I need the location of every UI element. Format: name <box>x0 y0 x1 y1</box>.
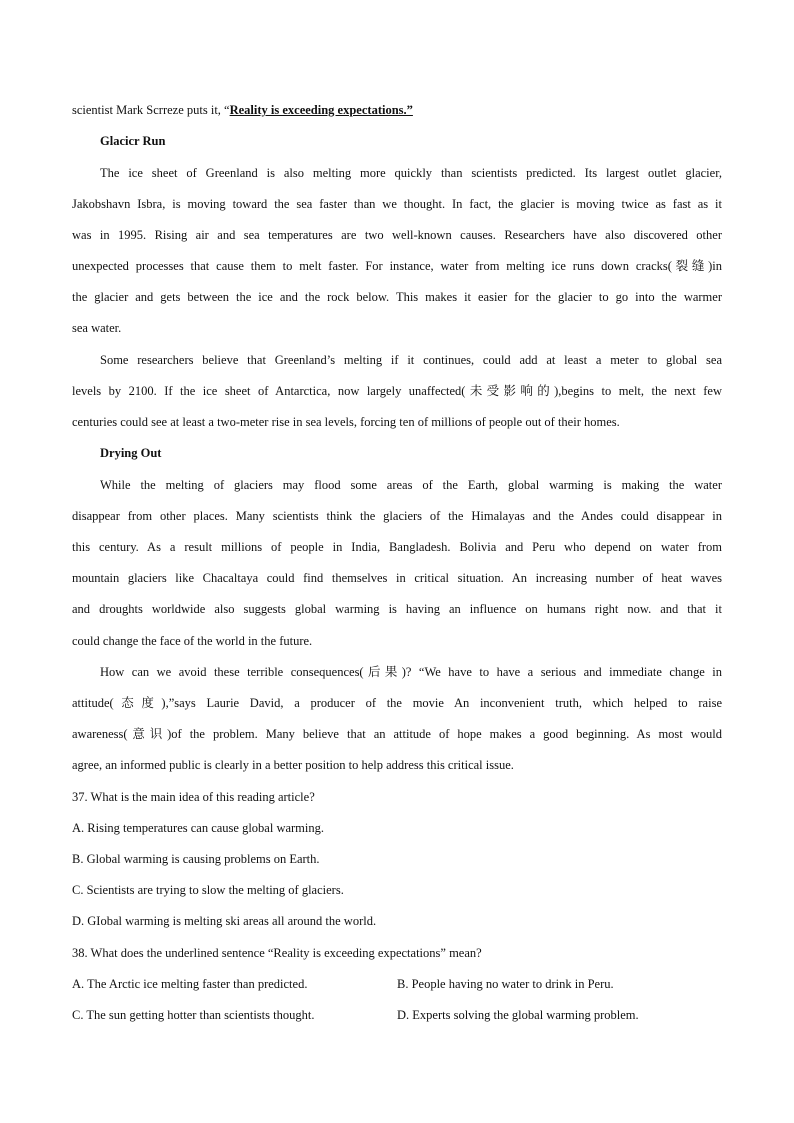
paragraph-line: levels by 2100. If the ice sheet of Antarctica, now largely unaffected(未受影响的),begins to melt, the next few <box>72 384 722 398</box>
section-heading-glacier-run: Glacicr Run <box>100 134 166 148</box>
paragraph-line: Some researchers believe that Greenland’s melting if it continues, could add at least a meter to global sea <box>100 353 722 367</box>
question-38-row <box>72 976 614 992</box>
paragraph-line: agree, an informed public is clearly in a better position to help address this critical issue. <box>72 758 514 772</box>
paragraph-line: could change the face of the world in the future. <box>72 634 313 648</box>
section-heading-drying-out: Drying Out <box>100 446 162 460</box>
question-37-option-a: A. Rising temperatures can cause global warming. <box>72 821 325 835</box>
paragraph-line <box>72 102 413 118</box>
paragraph-line: awareness(意识)of the problem. Many believe that an attitude of hope makes a good beginning. As most would <box>72 727 722 741</box>
question-37-option-d: D. GIobal warming is melting ski areas all around the world. <box>72 914 377 928</box>
question-38-row <box>72 1007 639 1023</box>
paragraph-line: mountain glaciers like Chacaltaya could find themselves in critical situation. An increasing number of heat waves <box>72 571 722 585</box>
paragraph-line: centuries could see at least a two-meter rise in sea levels, forcing ten of millions of people out of their homes. <box>72 415 620 429</box>
question-37-option-c: C. Scientists are trying to slow the melting of glaciers. <box>72 883 344 897</box>
paragraph-line: How can we avoid these terrible consequences(后果)? “We have to have a serious and immediate change in <box>100 665 722 679</box>
question-38-option-d: D. Experts solving the global warming problem. <box>397 1008 639 1022</box>
paragraph-line: the glacier and gets between the ice and the rock below. This makes it easier for the glacier to go into the warmer <box>72 290 722 304</box>
paragraph-line: and droughts worldwide also suggests global warming is having an influence on humans right now. and that it <box>72 602 722 616</box>
question-38-option-b: B. People having no water to drink in Peru. <box>397 977 614 991</box>
paragraph-line: The ice sheet of Greenland is also melting more quickly than scientists predicted. Its largest outlet glacier, <box>100 166 722 180</box>
question-38-option-c: C. The sun getting hotter than scientists thought. <box>72 1008 315 1022</box>
paragraph-line: While the melting of glaciers may flood some areas of the Earth, global warming is making the water <box>100 478 722 492</box>
line-text: scientist Mark Scrreze puts it, “ <box>72 103 230 117</box>
question-38-option-a: A. The Arctic ice melting faster than predicted. <box>72 977 308 991</box>
paragraph-line: was in 1995. Rising air and sea temperatures are two well-known causes. Researchers have also discovered other <box>72 228 722 242</box>
question-37-stem: 37. What is the main idea of this reading article? <box>72 790 315 804</box>
paragraph-line: attitude(态度),”says Laurie David, a producer of the movie An inconvenient truth, which helped to raise <box>72 696 722 710</box>
paragraph-line: sea water. <box>72 321 122 335</box>
question-38-stem: 38. What does the underlined sentence “Reality is exceeding expectations” mean? <box>72 946 482 960</box>
paragraph-line: unexpected processes that cause them to melt faster. For instance, water from melting ice runs down cracks(裂缝)in <box>72 259 722 273</box>
paragraph-line: this century. As a result millions of people in India, Bangladesh. Bolivia and Peru who depend on water from <box>72 540 722 554</box>
paragraph-line: Jakobshavn Isbra, is moving toward the sea faster than we thought. In fact, the glacier is moving twice as fast as it <box>72 197 722 211</box>
underlined-sentence: Reality is exceeding expectations.” <box>229 103 413 117</box>
question-37-option-b: B. Global warming is causing problems on Earth. <box>72 852 320 866</box>
paragraph-line: disappear from other places. Many scientists think the glaciers of the Himalayas and the Andes could disappear in <box>72 509 722 523</box>
